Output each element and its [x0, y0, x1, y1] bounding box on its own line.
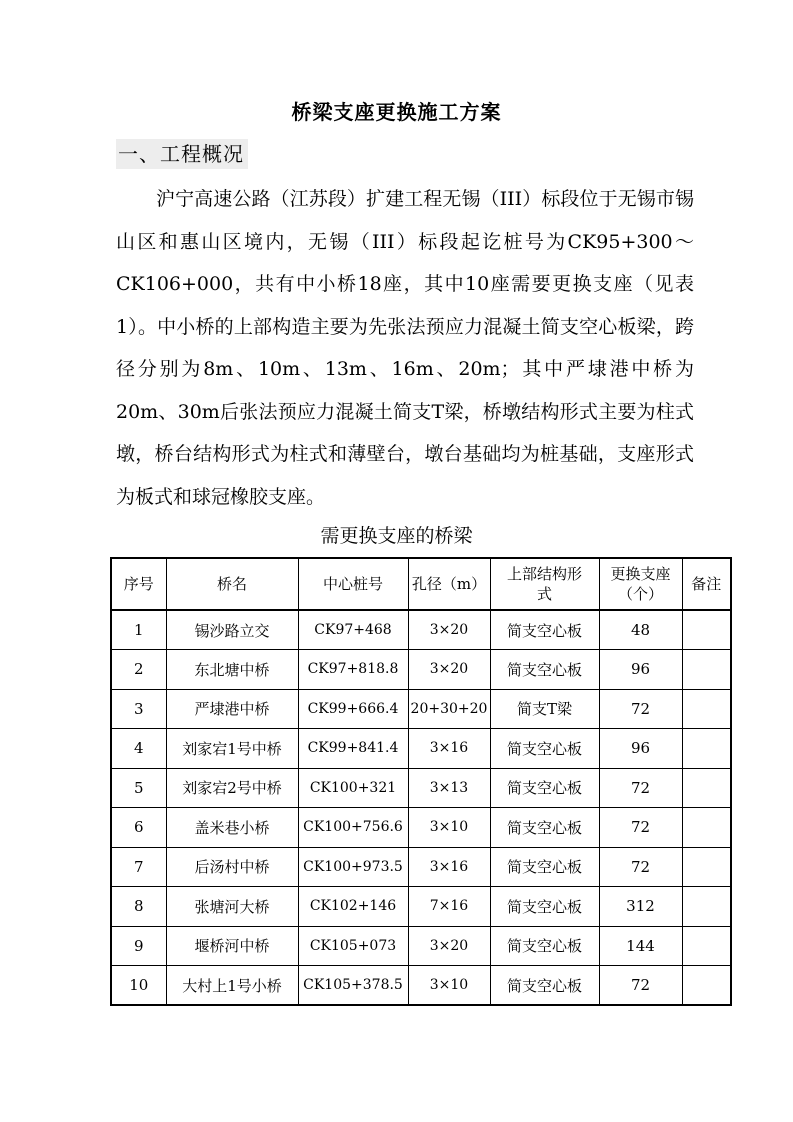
cell-seq: 5 — [111, 768, 166, 808]
cell-bridge-name: 堰桥河中桥 — [166, 926, 298, 966]
header-bearings-line1: 更换支座 — [610, 565, 671, 583]
table-header-row — [111, 558, 731, 610]
bridge-table — [110, 557, 732, 1006]
cell-bearings: 96 — [599, 650, 682, 690]
cell-span: 3×16 — [408, 729, 490, 769]
cell-bridge-name: 锡沙路立交 — [166, 610, 298, 650]
table-row — [111, 729, 731, 769]
cell-span: 3×16 — [408, 847, 490, 887]
cell-seq: 8 — [111, 887, 166, 927]
cell-structure: 简支空心板 — [490, 847, 599, 887]
cell-structure: 简支空心板 — [490, 650, 599, 690]
cell-station: CK99+841.4 — [298, 729, 408, 769]
cell-bearings: 72 — [599, 847, 682, 887]
cell-structure: 简支空心板 — [490, 808, 599, 848]
cell-seq: 7 — [111, 847, 166, 887]
cell-seq: 6 — [111, 808, 166, 848]
cell-remark — [682, 847, 731, 887]
table-body — [111, 610, 731, 1005]
table-row — [111, 610, 731, 650]
table-caption: 需更换支座的桥梁 — [320, 525, 473, 547]
cell-seq: 4 — [111, 729, 166, 769]
cell-span: 3×10 — [408, 808, 490, 848]
cell-remark — [682, 966, 731, 1006]
cell-bearings: 72 — [599, 689, 682, 729]
cell-bridge-name: 刘家宕2号中桥 — [166, 768, 298, 808]
table-row — [111, 926, 731, 966]
cell-structure: 简支T梁 — [490, 689, 599, 729]
cell-bridge-name: 大村上1号小桥 — [166, 966, 298, 1006]
page-title: 桥梁支座更换施工方案 — [291, 100, 502, 124]
cell-bearings: 96 — [599, 729, 682, 769]
cell-station: CK99+666.4 — [298, 689, 408, 729]
cell-bridge-name: 刘家宕1号中桥 — [166, 729, 298, 769]
cell-structure: 简支空心板 — [490, 729, 599, 769]
cell-remark — [682, 808, 731, 848]
header-bearings — [599, 558, 682, 610]
cell-station: CK100+321 — [298, 768, 408, 808]
header-structure — [490, 558, 599, 610]
cell-bearings: 312 — [599, 887, 682, 927]
cell-span: 20+30+20 — [408, 689, 490, 729]
cell-remark — [682, 768, 731, 808]
cell-station: CK102+146 — [298, 887, 408, 927]
cell-bearings: 144 — [599, 926, 682, 966]
cell-seq: 9 — [111, 926, 166, 966]
cell-span: 3×13 — [408, 768, 490, 808]
cell-station: CK100+973.5 — [298, 847, 408, 887]
table-row — [111, 847, 731, 887]
table-row — [111, 808, 731, 848]
header-remark: 备注 — [682, 558, 731, 610]
header-structure-line2: 式 — [536, 585, 552, 603]
table-row — [111, 689, 731, 729]
cell-span: 7×16 — [408, 887, 490, 927]
cell-structure: 简支空心板 — [490, 926, 599, 966]
cell-structure: 简支空心板 — [490, 887, 599, 927]
cell-span: 3×10 — [408, 966, 490, 1006]
cell-remark — [682, 926, 731, 966]
cell-station: CK100+756.6 — [298, 808, 408, 848]
cell-bridge-name: 严埭港中桥 — [166, 689, 298, 729]
table-row — [111, 650, 731, 690]
header-bearings-line2: （个） — [617, 585, 663, 603]
cell-remark — [682, 729, 731, 769]
cell-bearings: 48 — [599, 610, 682, 650]
header-span: 孔径（m） — [408, 558, 490, 610]
cell-span: 3×20 — [408, 926, 490, 966]
cell-remark — [682, 689, 731, 729]
header-structure-line1: 上部结构形 — [506, 565, 582, 583]
cell-seq: 1 — [111, 610, 166, 650]
cell-seq: 10 — [111, 966, 166, 1006]
cell-seq: 2 — [111, 650, 166, 690]
table-row — [111, 966, 731, 1006]
cell-bearings: 72 — [599, 966, 682, 1006]
header-station: 中心桩号 — [298, 558, 408, 610]
cell-remark — [682, 610, 731, 650]
cell-bridge-name: 后汤村中桥 — [166, 847, 298, 887]
cell-seq: 3 — [111, 689, 166, 729]
cell-bridge-name: 盖米巷小桥 — [166, 808, 298, 848]
table-row — [111, 768, 731, 808]
header-seq: 序号 — [111, 558, 166, 610]
cell-bearings: 72 — [599, 808, 682, 848]
cell-remark — [682, 650, 731, 690]
table-row — [111, 887, 731, 927]
header-name: 桥名 — [166, 558, 298, 610]
cell-structure: 简支空心板 — [490, 966, 599, 1006]
overview-paragraph: 沪宁高速公路（江苏段）扩建工程无锡（III）标段位于无锡市锡山区和惠山区境内，无锡（III）标段起讫桩号为CK95+300～CK106+000，共有中小桥18座，其中10座需要更换支座（见表1）。中小桥的上部构造主要为先张法预应力混凝土简支空心板梁，跨径分别为8m、10m、13m、16m、20m；其中严埭港中桥为20m、30m后张法预应力混凝土简支T梁，桥墩结构形式主要为柱式墩，桥台结构形式为柱式和薄壁台，墩台基础均为桩基础，支座形式为板式和球冠橡胶支座。 — [116, 188, 694, 508]
cell-bridge-name: 张塘河大桥 — [166, 887, 298, 927]
cell-span: 3×20 — [408, 650, 490, 690]
cell-structure: 简支空心板 — [490, 610, 599, 650]
cell-bearings: 72 — [599, 768, 682, 808]
cell-station: CK97+468 — [298, 610, 408, 650]
cell-span: 3×20 — [408, 610, 490, 650]
cell-station: CK97+818.8 — [298, 650, 408, 690]
cell-structure: 简支空心板 — [490, 768, 599, 808]
cell-bridge-name: 东北塘中桥 — [166, 650, 298, 690]
section-heading: 一、工程概况 — [116, 139, 248, 169]
cell-station: CK105+073 — [298, 926, 408, 966]
cell-remark — [682, 887, 731, 927]
cell-station: CK105+378.5 — [298, 966, 408, 1006]
